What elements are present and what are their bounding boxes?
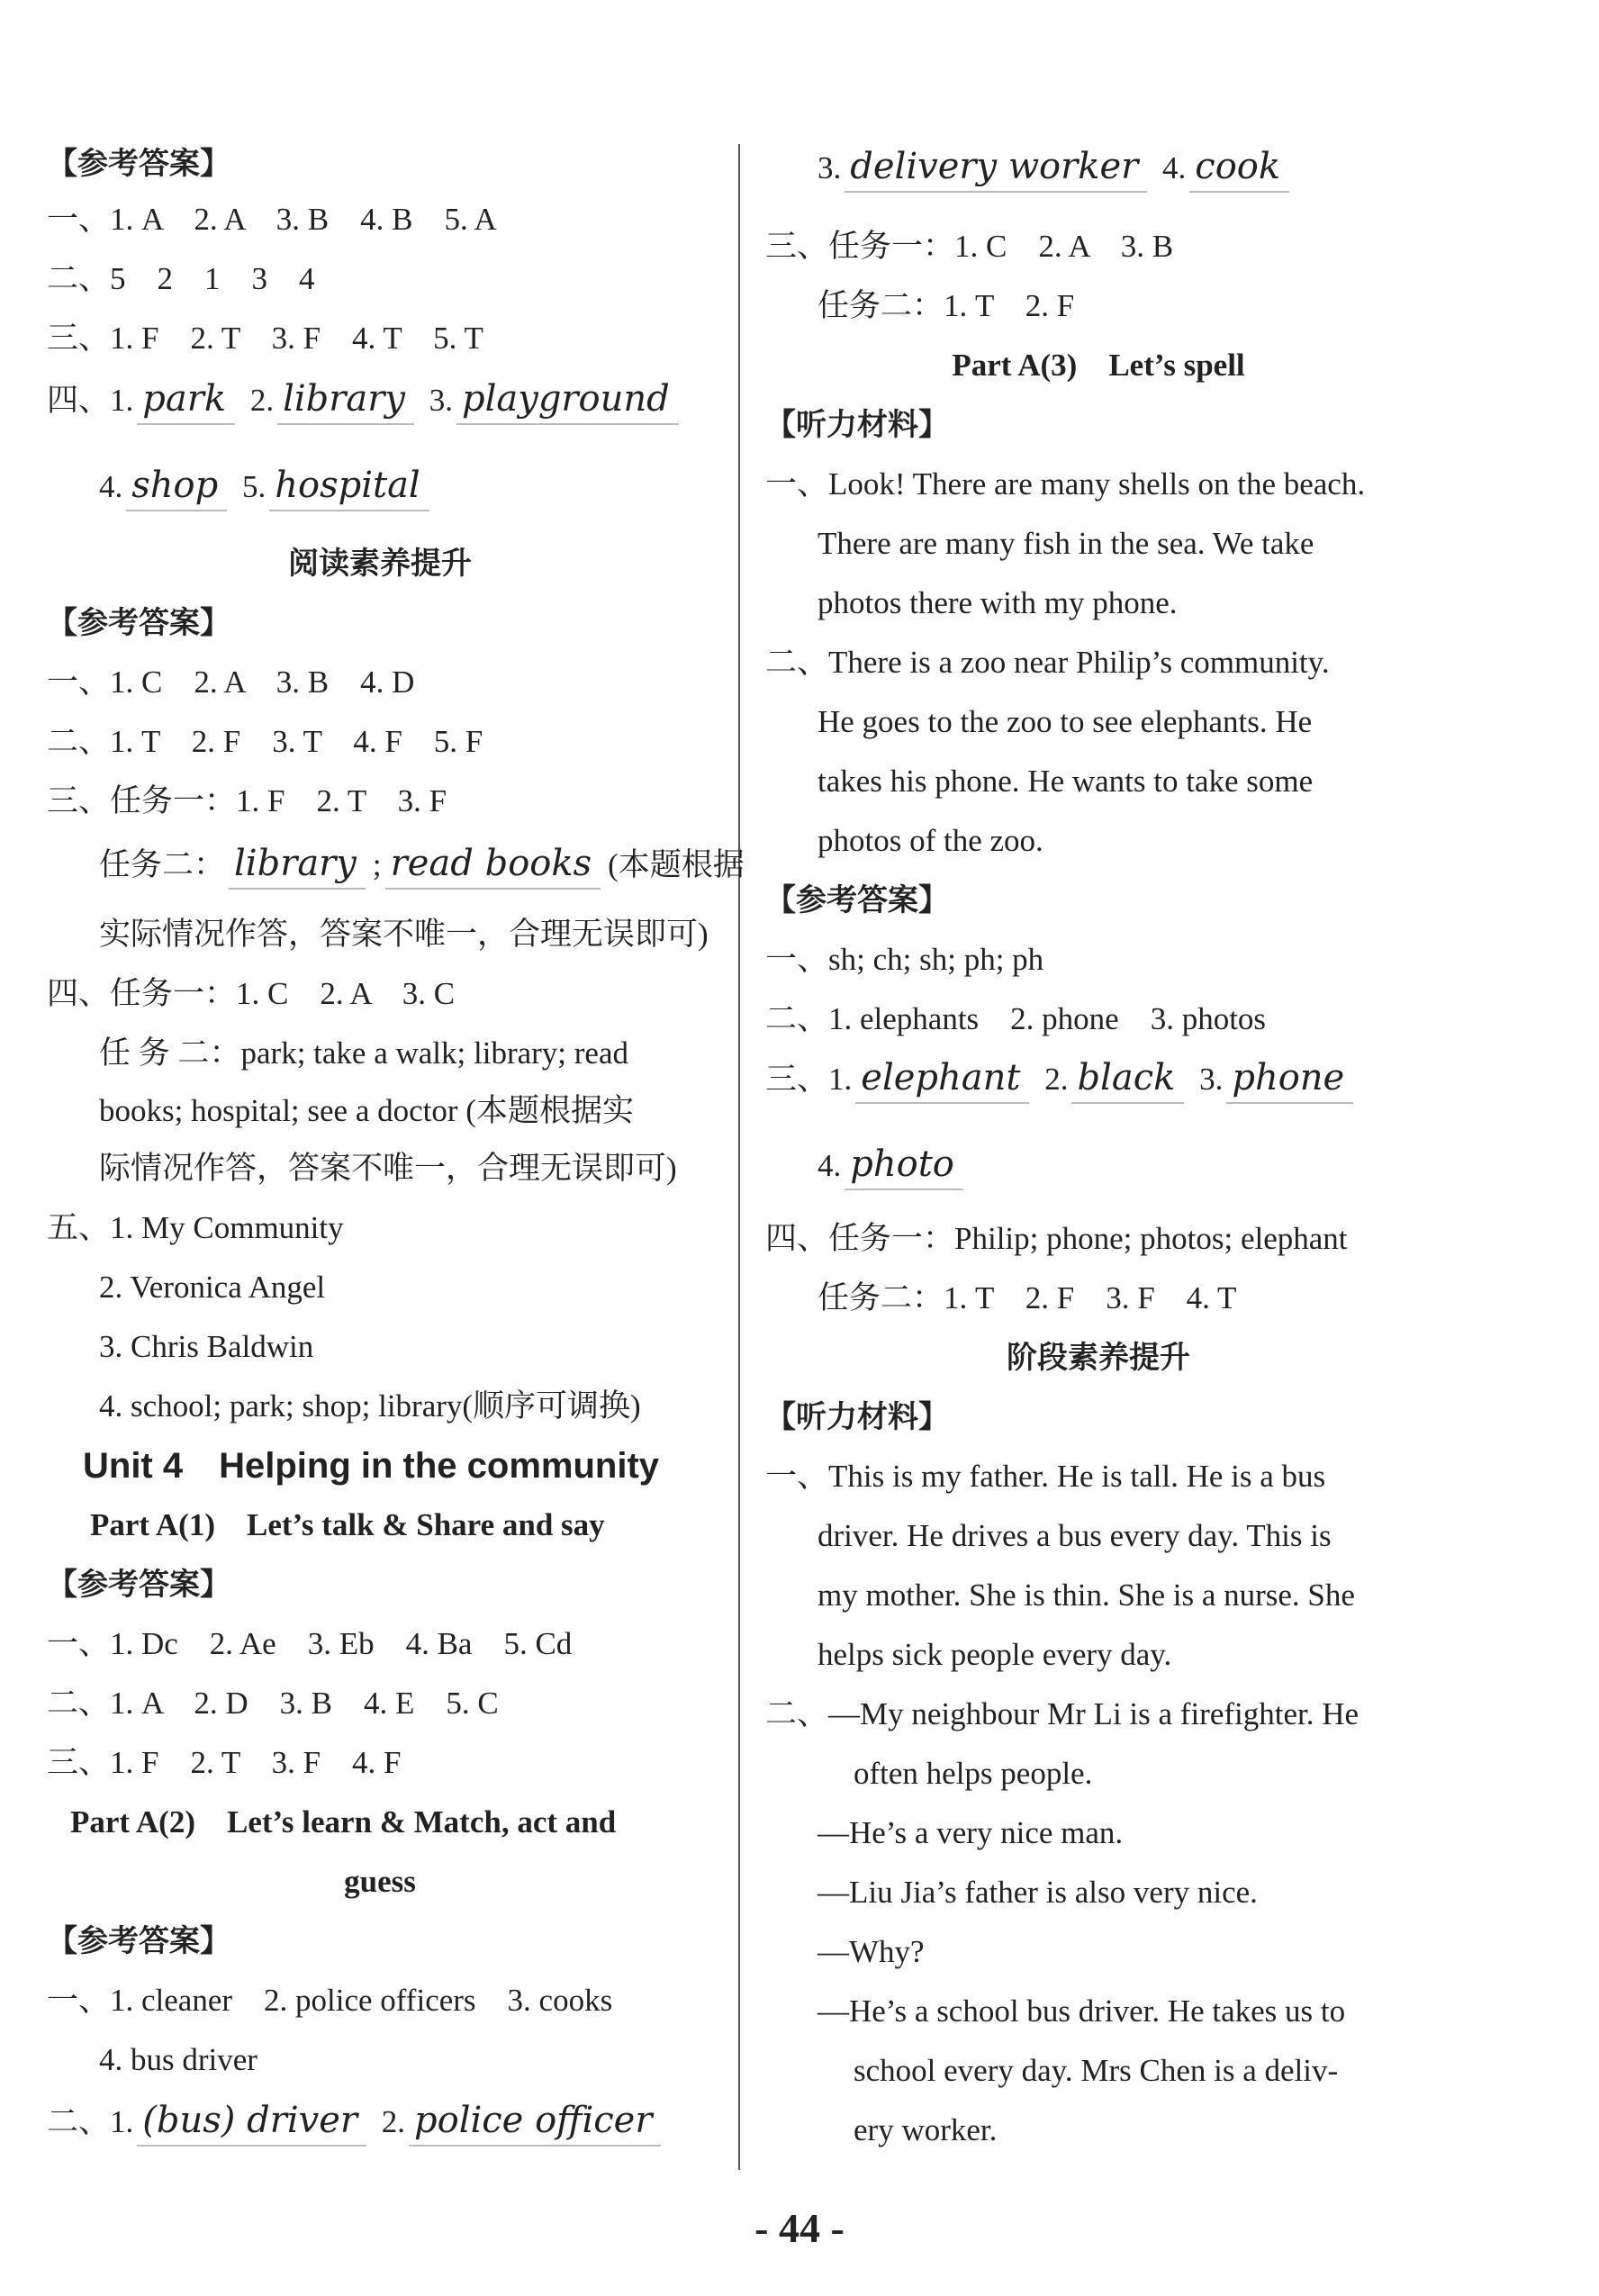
answer-heading: 【参考答案】 xyxy=(47,146,230,182)
answer-heading: 【参考答案】 xyxy=(765,882,949,918)
listening-text: photos of the zoo. xyxy=(818,823,1043,858)
listening-text: 二、—My neighbour Mr Li is a firefighter. He xyxy=(765,1696,1360,1731)
item-label: 二、1. xyxy=(47,2104,134,2139)
answer-line: 一、1. C 2. A 3. B 4. D xyxy=(47,664,415,700)
listening-text: —Liu Jia’s father is also very nice. xyxy=(818,1875,1258,1910)
handwritten-word: (bus) driver xyxy=(137,2098,366,2147)
part-title: Part A(3) Let’s spell xyxy=(952,348,1245,383)
listening-heading: 【听力材料】 xyxy=(765,1399,949,1435)
answer-line: 四、任务一：Philip; phone; photos; elephant xyxy=(765,1221,1348,1256)
handwritten-word: elephant xyxy=(855,1055,1029,1104)
answer-heading: 【参考答案】 xyxy=(47,1923,230,1959)
handwritten-word: black xyxy=(1071,1055,1184,1104)
handwriting-answer-row xyxy=(99,841,745,890)
listening-text: There are many fish in the sea. We take xyxy=(818,526,1314,561)
answer-line: 任 务 二：park; take a walk; library; read xyxy=(99,1035,628,1071)
listening-text: photos there with my phone. xyxy=(818,585,1178,620)
answer-line: 三、任务一：1. C 2. A 3. B xyxy=(765,229,1174,264)
answer-line: 际情况作答，答案不唯一，合理无误即可) xyxy=(99,1151,677,1186)
listening-text: my mother. She is thin. She is a nurse. She xyxy=(818,1577,1355,1613)
answer-line: 二、1. elephants 2. phone 3. photos xyxy=(765,1001,1267,1036)
answer-line: 三、任务一：1. F 2. T 3. F xyxy=(47,783,447,818)
handwritten-word: photo xyxy=(845,1142,963,1190)
answer-line: 一、sh; ch; sh; ph; ph xyxy=(765,942,1044,977)
answer-line: 任务二：1. T 2. F xyxy=(818,288,1075,323)
answer-line: 3. Chris Baldwin xyxy=(99,1329,314,1364)
handwriting-answer-row xyxy=(99,463,437,511)
unit-title: Unit 4 Helping in the community xyxy=(83,1446,660,1486)
item-label: 三、1. xyxy=(765,1062,853,1097)
item-label: 2. xyxy=(381,2104,405,2139)
handwritten-word: park xyxy=(137,376,235,425)
handwritten-word: police officer xyxy=(409,2098,661,2147)
listening-text: driver. He drives a bus every day. This is xyxy=(818,1518,1332,1553)
note-text: (本题根据 xyxy=(608,847,745,882)
answer-line: 一、1. A 2. A 3. B 4. B 5. A xyxy=(47,202,497,237)
handwritten-word: library xyxy=(277,376,414,425)
item-label: 2. xyxy=(249,383,275,418)
listening-text: ery worker. xyxy=(854,2112,998,2147)
answer-line: 五、1. My Community xyxy=(47,1210,344,1245)
answer-line: 4. school; park; shop; library(顺序可调换) xyxy=(99,1388,641,1424)
item-label: 任务二： xyxy=(99,847,226,882)
answer-line: 一、1. cleaner 2. police officers 3. cooks xyxy=(47,1983,613,2018)
handwritten-word: hospital xyxy=(269,463,429,511)
answer-line: 三、1. F 2. T 3. F 4. T 5. T xyxy=(47,321,483,356)
answer-line: 2. Veronica Angel xyxy=(99,1270,326,1305)
separator: ; xyxy=(372,847,382,882)
listening-text: He goes to the zoo to see elephants. He xyxy=(818,704,1313,739)
section-title: 阶段素养提升 xyxy=(1007,1340,1190,1376)
handwritten-word: cook xyxy=(1189,144,1289,193)
item-label: 4. xyxy=(1162,150,1187,185)
listening-text: 一、Look! There are many shells on the beach. xyxy=(765,466,1366,502)
section-title: 阅读素养提升 xyxy=(288,546,472,582)
handwriting-answer-row xyxy=(47,376,686,425)
item-label: 4. xyxy=(818,1148,842,1183)
item-label: 3. xyxy=(818,150,842,185)
answer-line: 二、1. A 2. D 3. B 4. E 5. C xyxy=(47,1686,499,1721)
answer-line: 一、1. Dc 2. Ae 3. Eb 4. Ba 5. Cd xyxy=(47,1626,573,1661)
answer-line: books; hospital; see a doctor (本题根据实 xyxy=(99,1093,634,1128)
column-divider xyxy=(738,144,740,2170)
answer-heading: 【参考答案】 xyxy=(47,1567,230,1603)
part-title: Part A(2) Let’s learn & Match, act and xyxy=(70,1804,617,1840)
handwritten-word: phone xyxy=(1226,1055,1353,1104)
listening-text: takes his phone. He wants to take some xyxy=(818,764,1314,799)
listening-text: 二、There is a zoo near Philip’s community. xyxy=(765,645,1330,680)
handwritten-word: read books xyxy=(385,841,601,890)
answer-heading: 【参考答案】 xyxy=(47,605,230,641)
answer-line: 三、1. F 2. T 3. F 4. F xyxy=(47,1745,402,1780)
answer-line: 4. bus driver xyxy=(99,2042,257,2077)
answer-line: 二、1. T 2. F 3. T 4. F 5. F xyxy=(47,724,483,759)
page-number: - 44 - xyxy=(754,2205,845,2251)
handwriting-answer-row xyxy=(47,2098,668,2147)
item-label: 5. xyxy=(241,469,266,504)
answer-line: 四、任务一：1. C 2. A 3. C xyxy=(47,976,456,1011)
item-label: 3. xyxy=(1199,1062,1224,1097)
item-label: 4. xyxy=(99,469,123,504)
handwriting-answer-row xyxy=(765,1055,1360,1104)
item-label: 四、1. xyxy=(47,383,134,418)
listening-text: often helps people. xyxy=(854,1756,1093,1791)
item-label: 2. xyxy=(1044,1062,1069,1097)
item-label: 3. xyxy=(429,383,453,418)
handwritten-word: shop xyxy=(126,463,227,511)
part-title: Part A(1) Let’s talk & Share and say xyxy=(90,1507,605,1542)
listening-text: —He’s a very nice man. xyxy=(818,1815,1124,1850)
handwriting-answer-row xyxy=(818,1142,971,1190)
part-title-cont: guess xyxy=(344,1864,416,1899)
handwritten-word: library xyxy=(229,841,366,890)
listening-text: —Why? xyxy=(818,1934,925,1969)
answer-line: 实际情况作答，答案不唯一，合理无误即可) xyxy=(99,917,709,952)
answer-line: 任务二：1. T 2. F 3. F 4. T xyxy=(818,1280,1237,1315)
handwritten-word: delivery worker xyxy=(845,144,1147,193)
listening-text: —He’s a school bus driver. He takes us to xyxy=(818,1993,1346,2029)
listening-text: 一、This is my father. He is tall. He is a bus xyxy=(765,1459,1326,1494)
handwritten-word: playground xyxy=(456,376,679,425)
listening-heading: 【听力材料】 xyxy=(765,407,949,443)
answer-line: 二、5 2 1 3 4 xyxy=(47,261,315,296)
handwriting-answer-row xyxy=(818,144,1296,193)
listening-text: helps sick people every day. xyxy=(818,1637,1172,1672)
listening-text: school every day. Mrs Chen is a deliv- xyxy=(854,2053,1339,2088)
